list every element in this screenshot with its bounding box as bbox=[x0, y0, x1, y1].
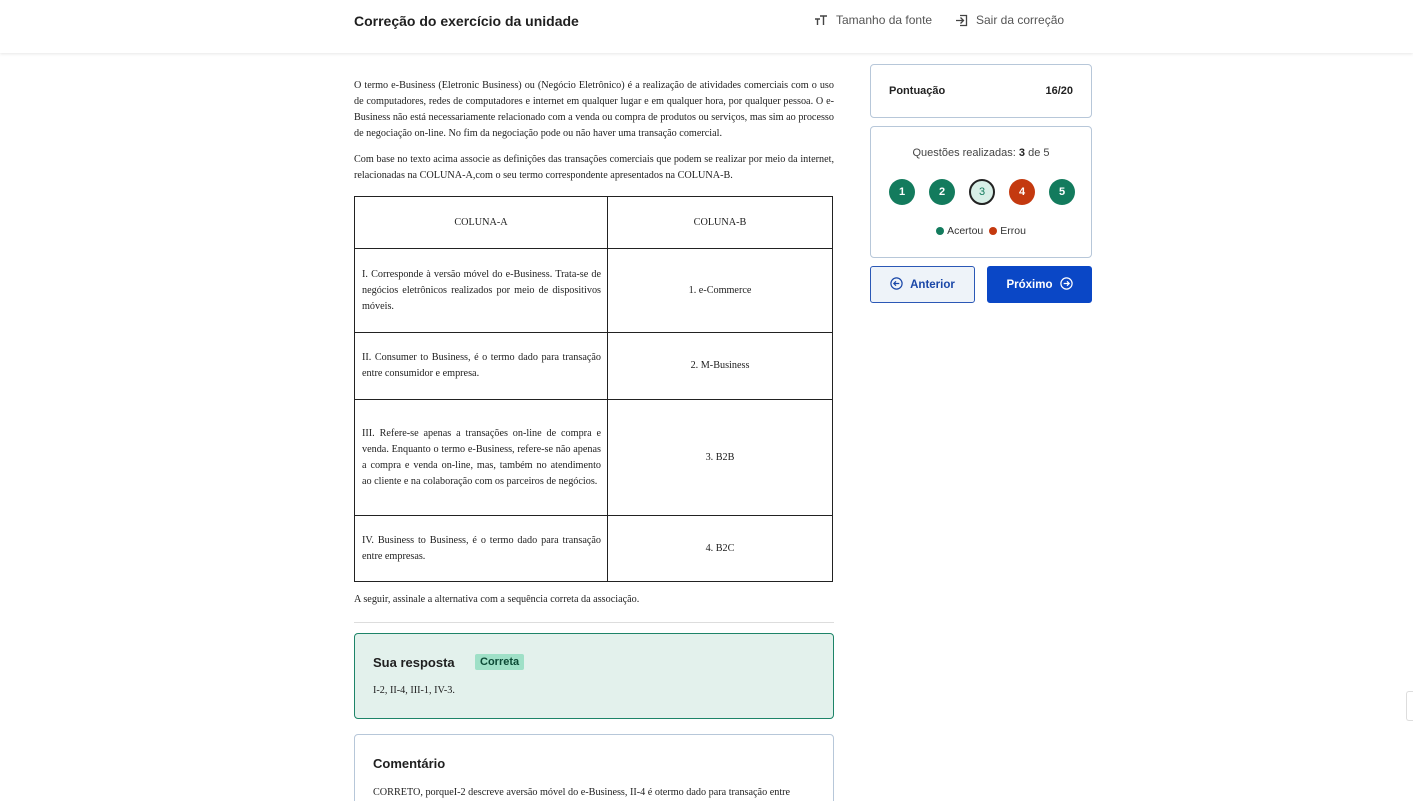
next-label: Próximo bbox=[1006, 278, 1053, 291]
question-dot[interactable]: 1 bbox=[889, 179, 915, 205]
column-b-cell: 2. M-Business bbox=[608, 333, 833, 400]
column-a-cell: I. Corresponde à versão móvel do e-Business. Trata-se de negócios eletrônicos realizados por meio de dispositivos móveis. bbox=[355, 249, 608, 333]
exit-icon bbox=[955, 14, 968, 27]
association-table bbox=[354, 196, 833, 582]
score-card bbox=[870, 64, 1092, 118]
question-navigator bbox=[889, 179, 1075, 205]
previous-button[interactable] bbox=[870, 266, 975, 303]
font-size-button[interactable] bbox=[814, 13, 932, 27]
question-dot[interactable]: 3 bbox=[969, 179, 995, 205]
status-badge: Correta bbox=[475, 654, 524, 670]
divider bbox=[354, 622, 834, 623]
answer-title: Sua resposta bbox=[373, 655, 455, 670]
legend-wrong bbox=[989, 225, 1026, 237]
answer-text: I-2, II-4, III-1, IV-3. bbox=[373, 685, 455, 696]
column-a-cell: II. Consumer to Business, é o termo dado para transação entre consumidor e empresa. bbox=[355, 333, 608, 400]
table-row bbox=[355, 516, 833, 582]
column-b-cell: 1. e-Commerce bbox=[608, 249, 833, 333]
wrong-dot-icon bbox=[989, 227, 997, 235]
comment-text: CORRETO, porqueI-2 descreve aversão móvel do e-Business, II-4 é otermo dado para transação entre bbox=[373, 787, 791, 798]
font-size-label: Tamanho da fonte bbox=[836, 13, 933, 27]
next-button[interactable] bbox=[987, 266, 1092, 303]
progress-text bbox=[871, 147, 1091, 159]
exit-correction-button[interactable] bbox=[955, 13, 1064, 27]
question-dot[interactable]: 4 bbox=[1009, 179, 1035, 205]
question-dot[interactable]: 5 bbox=[1049, 179, 1075, 205]
question-paragraph-1: O termo e-Business (Eletronic Business) ou (Negócio Eletrônico) é a realização de atividades comerciais com o uso de computadores, redes de computadores e internet em qualquer lugar e em qualquer hora, por qualquer pessoa. O e-Business não está necessariamente relacionado com a venda ou compra de produtos ou serviços, mas sim ao processo de negociação on-line. No fim da negociação pode ou não haver uma transação comercial. bbox=[354, 80, 834, 139]
table-row bbox=[355, 249, 833, 333]
arrow-left-circle-icon bbox=[890, 277, 903, 293]
column-a-header: COLUNA-A bbox=[355, 197, 608, 249]
progress-prefix: Questões realizadas: bbox=[912, 147, 1019, 159]
legend bbox=[871, 225, 1091, 237]
score-label: Pontuação bbox=[889, 85, 946, 97]
column-b-cell: 4. B2C bbox=[608, 516, 833, 582]
table-row bbox=[355, 333, 833, 400]
column-a-cell: IV. Business to Business, é o termo dado para transação entre empresas. bbox=[355, 516, 608, 582]
question-paragraph-2: Com base no texto acima associe as definições das transações comerciais que podem se realizar por meio da internet, relacionadas na COLUNA-A,com o seu termo correspondente apresentados na COLUNA-B. bbox=[354, 154, 834, 181]
question-dot[interactable]: 2 bbox=[929, 179, 955, 205]
table-row bbox=[355, 400, 833, 516]
correct-dot-icon bbox=[936, 227, 944, 235]
column-b-cell: 3. B2B bbox=[608, 400, 833, 516]
arrow-right-circle-icon bbox=[1060, 277, 1073, 293]
legend-correct bbox=[936, 225, 983, 237]
previous-label: Anterior bbox=[910, 278, 955, 291]
progress-card bbox=[870, 126, 1092, 258]
legend-wrong-label: Errou bbox=[1000, 225, 1026, 237]
side-panel-tab[interactable] bbox=[1406, 691, 1413, 721]
legend-correct-label: Acertou bbox=[947, 225, 984, 237]
progress-done: 3 bbox=[1018, 147, 1026, 159]
table-header-row bbox=[355, 197, 833, 249]
exit-correction-label: Sair da correção bbox=[976, 13, 1065, 27]
page-title: Correção do exercício da unidade bbox=[354, 13, 579, 29]
score-value: 16/20 bbox=[1045, 85, 1073, 97]
column-b-header: COLUNA-B bbox=[608, 197, 833, 249]
answer-card bbox=[354, 633, 834, 719]
progress-suffix: de 5 bbox=[1025, 147, 1050, 159]
top-bar bbox=[0, 0, 1413, 53]
column-a-cell: III. Refere-se apenas a transações on-line de compra e venda. Enquanto o termo e-Business, refere-se não apenas a compra e venda on-line, mas, também no atendimento ao cliente e na colaboração com os parceiros de negócios. bbox=[355, 400, 608, 516]
question-text bbox=[354, 78, 834, 184]
comment-card bbox=[354, 734, 834, 801]
text-size-icon bbox=[814, 14, 828, 26]
question-instruction: A seguir, assinale a alternativa com a sequência correta da associação. bbox=[354, 594, 640, 605]
comment-title: Comentário bbox=[373, 756, 446, 771]
